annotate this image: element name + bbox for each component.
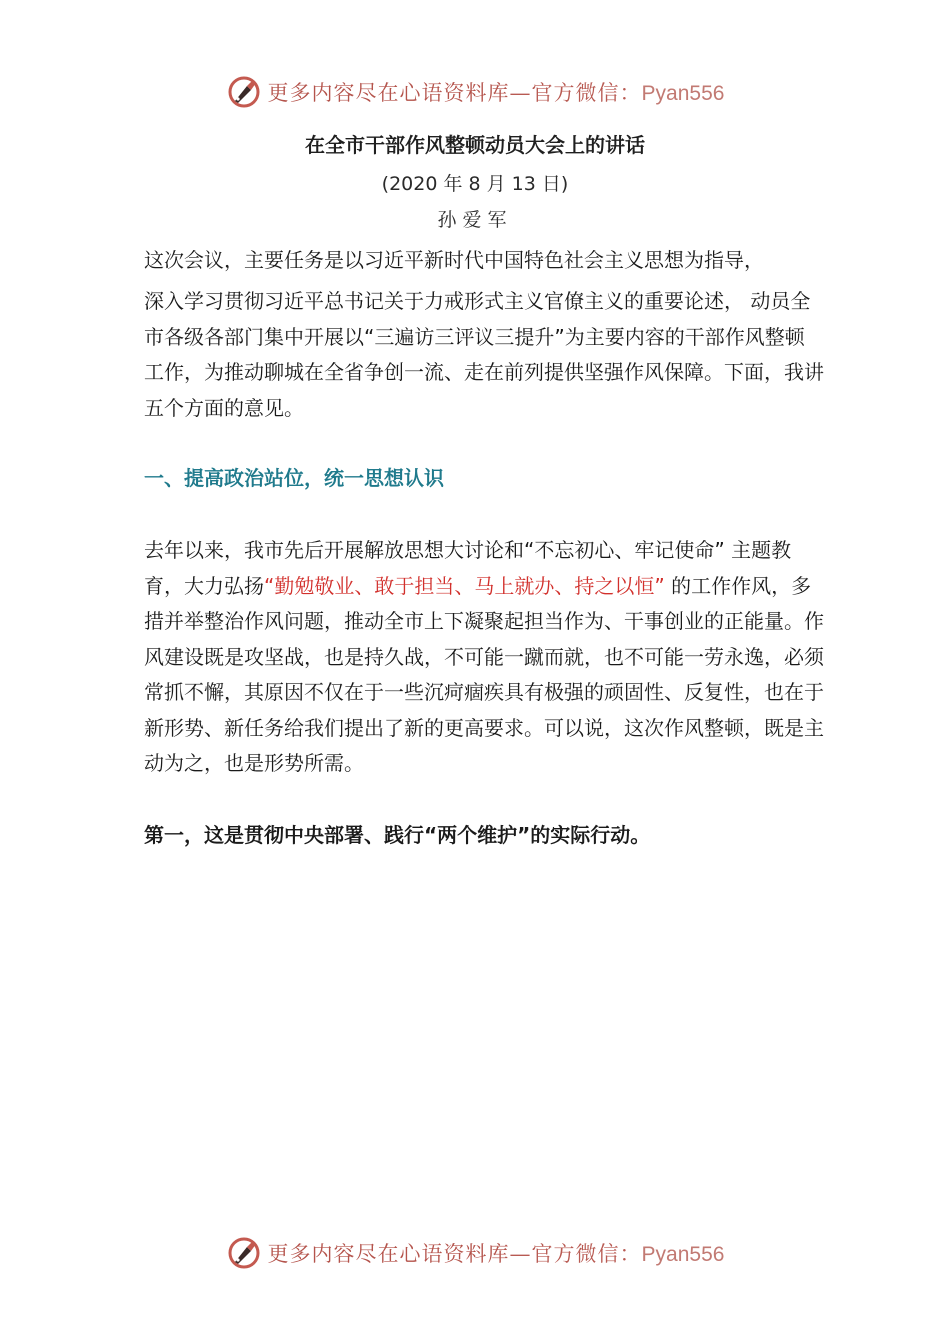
body-paragraph <box>144 533 824 782</box>
subsection-heading-1: 第一，这是贯彻中央部署、践行“两个维护”的实际行动。 <box>144 823 651 847</box>
intro-paragraph: 深入学习贯彻习近平总书记关于力戒形式主义官僚主义的重要论述， 动员全市各级各部门集中开展以“三遍访三评议三提升”为主要内容的干部作风整顿工作，为推动聊城在全省争创一流、走在前列提供坚强作风保障。下面，我讲五个方面的意见。 <box>144 289 824 420</box>
pen-nib-logo-icon <box>226 74 262 110</box>
document-author: 孙爱军 <box>437 209 513 231</box>
banner-text: 更多内容尽在心语资料库—官方微信：Pyan556 <box>267 1242 725 1266</box>
body-text-after: 的工作作风，多措并举整治作风问题，推动全市上下凝聚起担当作为、干事创业的正能量。作风建设既是攻坚战，也是持久战，不可能一蹴而就，也不可能一劳永逸，必须常抓不懈，其原因不仅在于一些沉疴痼疾具有极强的顽固性、反复性，也在于新形势、新任务给我们提出了新的更高要求。可以说，这次作风整顿，既是主动为之，也是形势所需。 <box>144 573 824 775</box>
header-banner <box>0 72 950 112</box>
pen-nib-logo-icon <box>226 1235 262 1271</box>
highlighted-slogan: “勤勉敬业、敢于担当、马上就办、持之以恒” <box>264 573 665 598</box>
banner-text: 更多内容尽在心语资料库—官方微信：Pyan556 <box>267 81 725 105</box>
body-text-before: 去年以来，我市先后开展解放思想大讨论和“不忘初心、牢记使命” 主题教育，大力弘扬 <box>144 538 792 598</box>
document-date: (2020 年 8 月 13 日) <box>381 173 569 195</box>
document-title: 在全市干部作风整顿动员大会上的讲话 <box>305 133 645 157</box>
intro-line-1: 这次会议，主要任务是以习近平新时代中国特色社会主义思想为指导， <box>144 248 764 272</box>
footer-banner <box>0 1233 950 1273</box>
section-heading-1: 一、提高政治站位，统一思想认识 <box>144 466 444 490</box>
